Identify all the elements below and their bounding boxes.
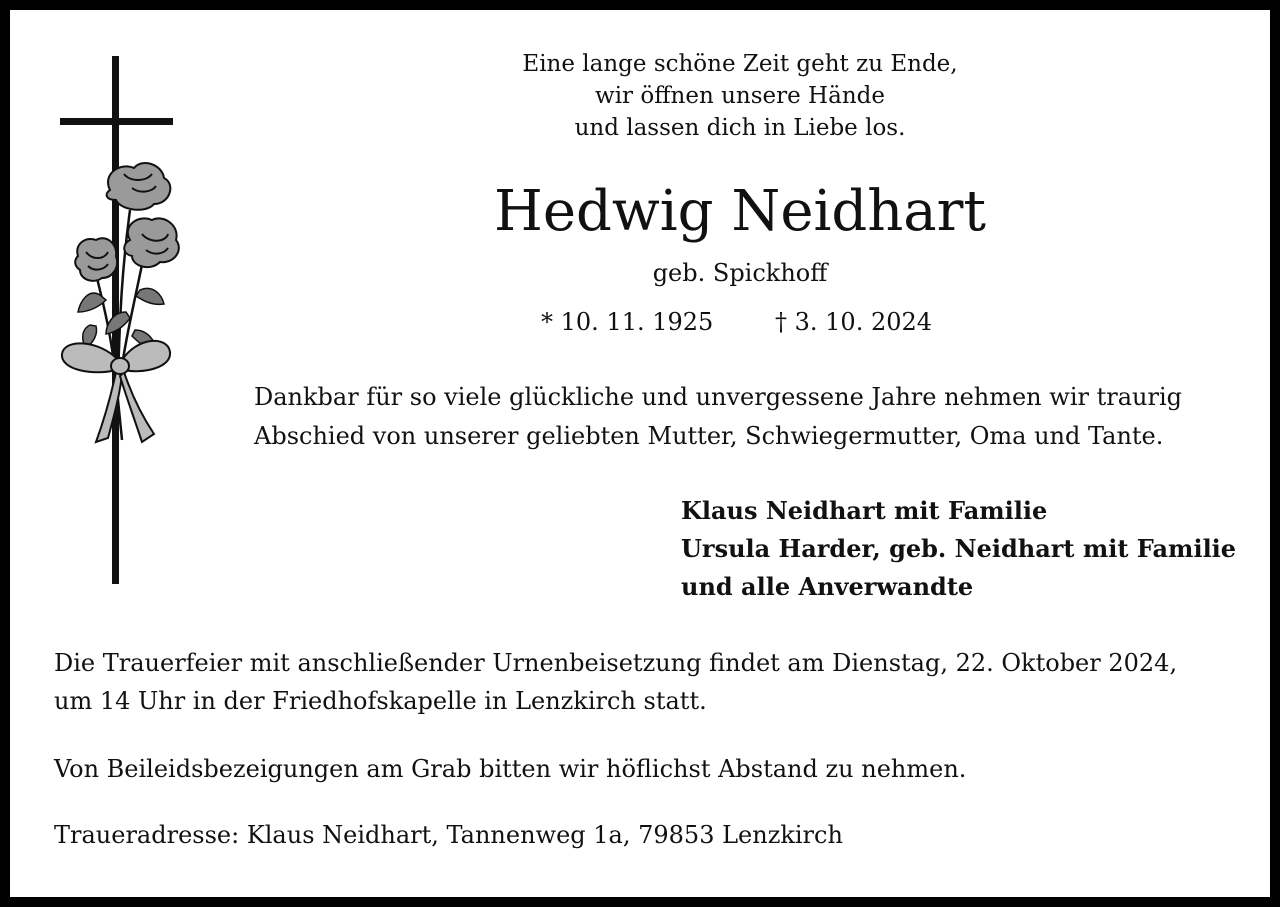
maiden-name: geb. Spickhoff	[652, 259, 828, 287]
motto	[300, 48, 1180, 144]
mourners-list	[681, 492, 1236, 606]
service-info	[54, 644, 1177, 720]
death-date: † 3. 10. 2024	[775, 308, 933, 336]
motto-line: Eine lange schöne Zeit geht zu Ende,	[522, 51, 958, 77]
thanks-line: Dankbar für so viele glückliche und unvergessene Jahre nehmen wir traurig	[254, 383, 1182, 411]
cross-with-roses-icon	[50, 50, 190, 590]
thanks-text	[254, 378, 1182, 456]
birth-date: * 10. 11. 1925	[541, 308, 714, 336]
obituary-notice	[10, 10, 1270, 897]
motto-line: und lassen dich in Liebe los.	[574, 115, 906, 141]
deceased-name: Hedwig Neidhart	[494, 179, 986, 244]
mourner: Ursula Harder, geb. Neidhart mit Familie	[681, 534, 1237, 563]
condolence-request: Von Beileidsbezeigungen am Grab bitten wir höflichst Abstand zu nehmen.	[54, 755, 967, 783]
service-line: um 14 Uhr in der Friedhofskapelle in Lenzkirch statt.	[54, 687, 707, 715]
motto-line: wir öffnen unsere Hände	[595, 83, 885, 109]
service-line: Die Trauerfeier mit anschließender Urnenbeisetzung findet am Dienstag, 22. Oktober 2024,	[54, 649, 1178, 677]
mourner: Klaus Neidhart mit Familie	[681, 496, 1048, 525]
mourning-address: Traueradresse: Klaus Neidhart, Tannenweg 1a, 79853 Lenzkirch	[54, 821, 843, 849]
mourner: und alle Anverwandte	[681, 572, 974, 601]
thanks-line: Abschied von unserer geliebten Mutter, Schwiegermutter, Oma und Tante.	[254, 422, 1164, 450]
